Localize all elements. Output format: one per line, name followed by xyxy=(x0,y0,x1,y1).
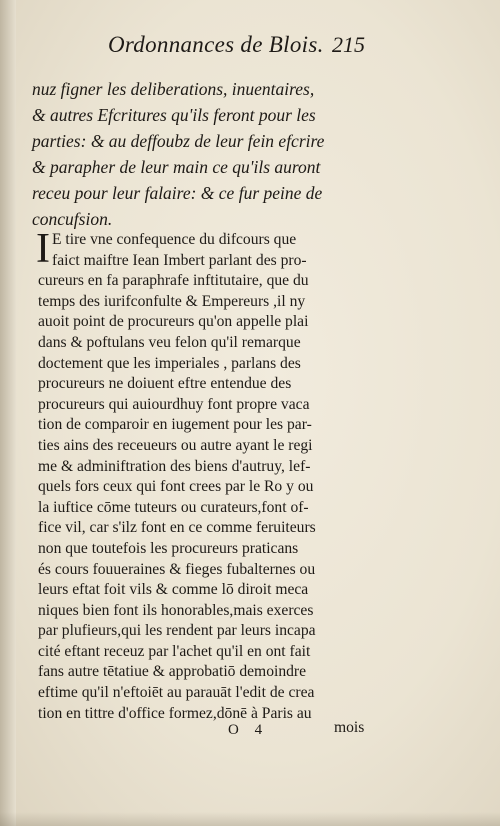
text-line: quels fors ceux qui font crees par le Ro y ou xyxy=(38,478,314,496)
text-line: ties ains des receueurs ou autre ayant le regi xyxy=(38,436,313,454)
text-line: procureurs ne doiuent eftre entendue des xyxy=(38,375,292,393)
page-bottom-edge xyxy=(0,812,500,826)
text-line: concufsion. xyxy=(32,209,113,229)
signature-mark: O 4 xyxy=(228,722,269,738)
italic-paragraph xyxy=(32,76,377,232)
body-paragraph xyxy=(36,226,378,724)
text-line: auoit point de procureurs qu'on appelle plai xyxy=(38,313,309,331)
text-line: par plufieurs,qui les rendent par leurs incapa xyxy=(38,622,316,640)
text-line: tion en tittre d'office formez,dōnē à Paris au xyxy=(38,704,312,722)
text-line: nuz figner les deliberations, inuentaires, xyxy=(32,79,315,99)
text-line: fans autre tētatiue & approbatiō demoindre xyxy=(38,663,307,681)
text-line: cité eftant receuz par l'achet qu'il en ont fait xyxy=(38,642,311,660)
text-line: tion de comparoir en iugement pour les par- xyxy=(38,416,312,434)
page-header xyxy=(100,26,400,62)
text-line: doctement que les imperiales , parlans des xyxy=(38,354,301,372)
text-line: E tire vne confequence du difcours que xyxy=(52,231,297,248)
text-line: temps des iurifconfulte & Empereurs ,il ny xyxy=(38,292,306,310)
text-line: me & adminiftration des biens d'autruy, lef- xyxy=(38,457,311,475)
catchword: mois xyxy=(334,719,365,736)
text-line: receu pour leur falaire: & ce fur peine de xyxy=(32,183,323,203)
text-line: cureurs en fa paraphrafe inftitutaire, que du xyxy=(38,272,309,290)
text-line: procureurs qui auiourdhuy font propre vaca xyxy=(38,395,310,413)
text-line: la iuftice cōme tuteurs ou curateurs,font of- xyxy=(38,498,309,516)
page-gutter xyxy=(0,0,16,826)
text-line: & parapher de leur main ce qu'ils auront xyxy=(32,157,321,177)
text-line: leurs eftat foit vils & comme lō diroit meca xyxy=(38,581,309,599)
text-line: & autres Efcritures qu'ils feront pour les xyxy=(32,105,316,125)
text-line: eftime qu'il n'eftoiēt au parauāt l'edit de crea xyxy=(38,684,315,702)
text-line: fice vil, car s'ilz font en ce comme feruiteurs xyxy=(38,519,316,537)
drop-cap: I xyxy=(36,226,50,272)
running-head: Ordonnances de Blois. xyxy=(108,32,324,57)
text-line: faict maiftre Iean Imbert parlant des pro- xyxy=(52,251,307,269)
text-line: niques bien font ils honorables,mais exerces xyxy=(38,601,314,619)
text-line: dans & poftulans veu felon qu'il remarque xyxy=(38,333,301,351)
text-line: parties: & au deffoubz de leur fein efcrire xyxy=(32,131,325,151)
text-line: non que toutefois les procureurs praticans xyxy=(38,539,299,557)
text-line: és cours fouueraines & fieges fubalternes ou xyxy=(38,560,316,578)
page-number: 215 xyxy=(332,32,365,57)
